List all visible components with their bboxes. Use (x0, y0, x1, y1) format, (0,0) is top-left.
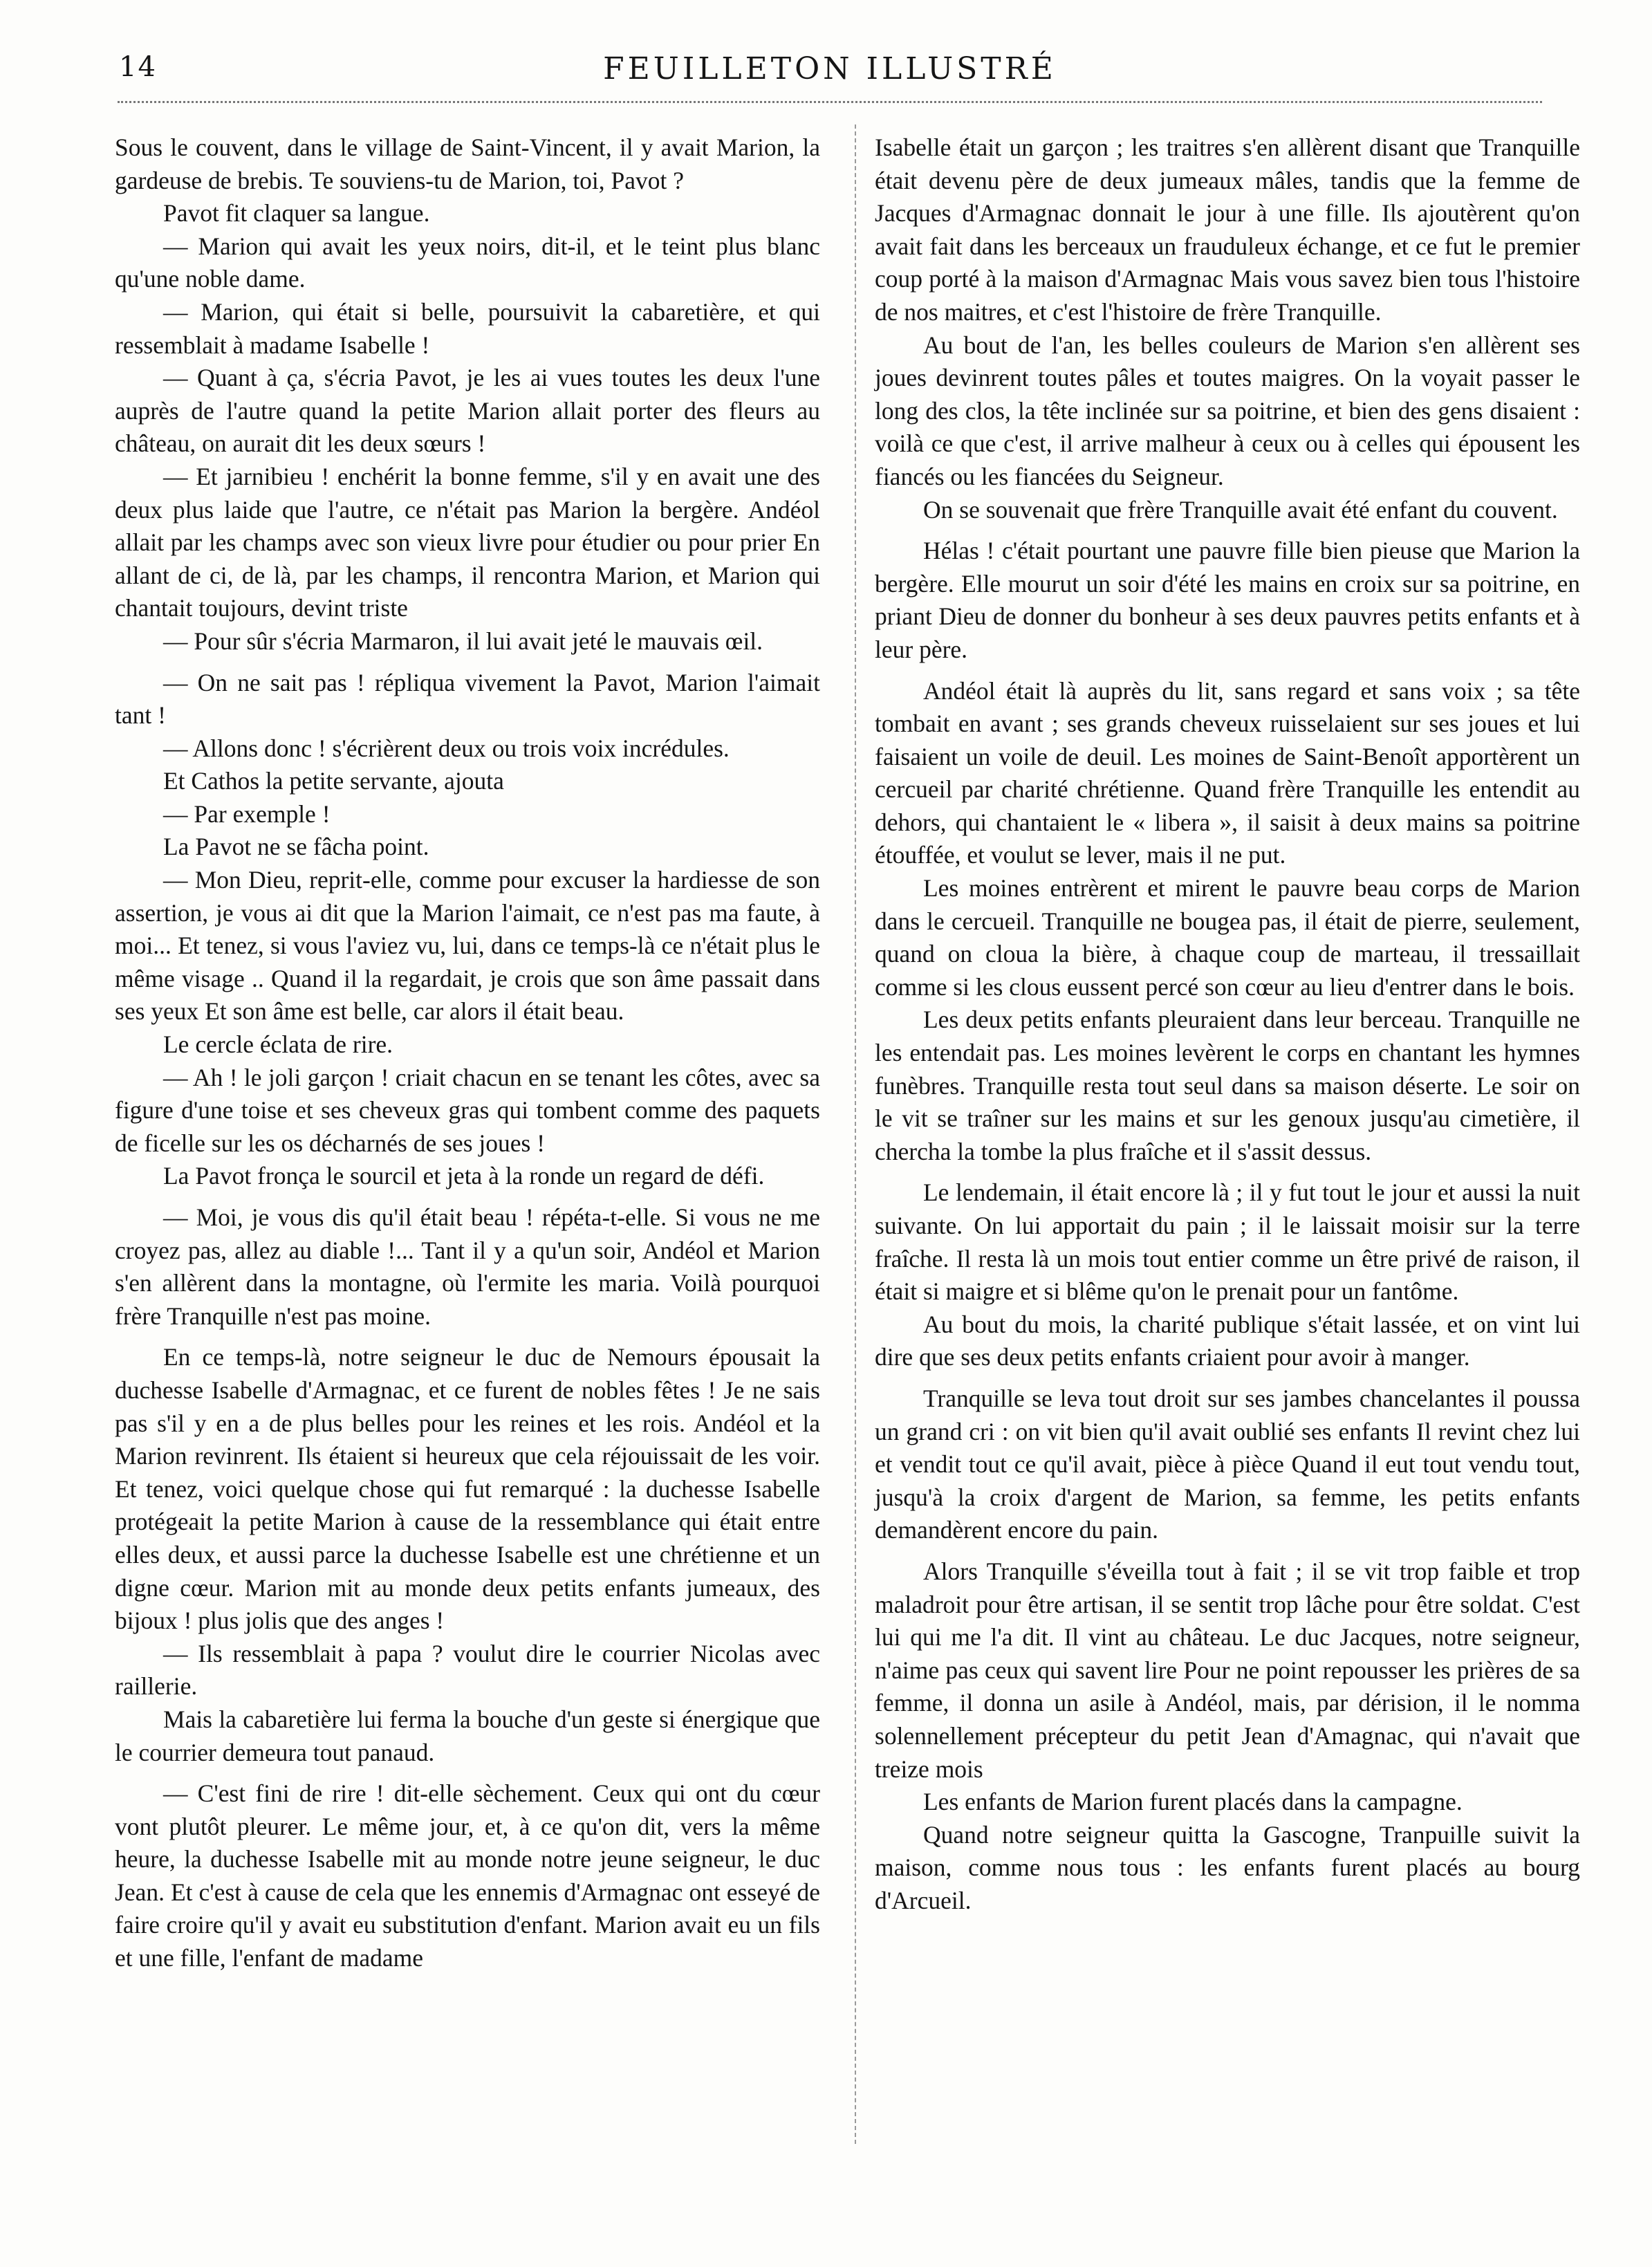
paragraph: Quand notre seigneur quitta la Gascogne, Tranpuille suivit la maison, comme nous tous : les enfants furent placés au bourg d'Arcueil. (875, 1820, 1580, 1914)
paragraph: On se souvenait que frère Tranquille avait été enfant du couvent. (923, 495, 1558, 524)
paragraph: Sous le couvent, dans le village de Saint-Vincent, il y avait Marion, la gardeuse de brebis. Te souviens-tu de Marion, toi, Pavot ? (115, 133, 820, 194)
paragraph: Tranquille se leva tout droit sur ses jambes chancelantes il poussa un grand cri : on vit bien qu'il avait oublié ses enfants Il revint chez lui et vendit tout ce qu'il avait, pièce à pièce Quand il eut tout vendu tout, jusqu'à la croix d'argent de Marion, sa femme, les petits enfants demandèrent encore du pain. (875, 1384, 1580, 1544)
page-number: 14 (119, 51, 157, 83)
paragraph: Hélas ! c'était pourtant une pauvre fille bien pieuse que Marion la bergère. Elle mourut un soir d'été les mains en croix sur sa poitrine, en priant Dieu de donner du bonheur à ses deux pauvres petits enfants et à leur père. (875, 537, 1580, 663)
paragraph: Les deux petits enfants pleuraient dans leur berceau. Tranquille ne les entendait pas. Les moines levèrent le corps en chantant les hymnes funèbres. Tranquille resta tout seul dans sa maison déserte. Le soir on le vit se traîner sur les mains et sur les genoux jusqu'au cimetière, il chercha la tombe la plus fraîche et il s'assit dessus. (875, 1006, 1580, 1165)
paragraph: Et Cathos la petite servante, ajouta (163, 767, 504, 795)
paragraph: — C'est fini de rire ! dit-elle sèchement. Ceux qui ont du cœur vont plutôt pleurer. Le même jour, et, à ce qu'on dit, vers la même heure, la duchesse Isabelle mit au monde notre jeune seigneur, le duc Jean. Et c'est à cause de cela que les ennemis d'Armagnac ont esseyé de faire croire qu'il y avait eu substitution d'enfant. Marion avait eu un fils et une fille, l'enfant de madame (115, 1779, 820, 1972)
paragraph: — Marion, qui était si belle, poursuivit la cabaretière, et qui ressemblait à madame Isabelle ! (115, 297, 820, 359)
paragraph: Au bout du mois, la charité publique s'était lassée, et on vint lui dire que ses deux petits enfants criaient pour avoir à manger. (875, 1310, 1580, 1371)
paragraph: La Pavot ne se fâcha point. (163, 833, 429, 861)
paragraph: — Pour sûr s'écria Marmaron, il lui avait jeté le mauvais œil. (163, 627, 763, 655)
paragraph: — Et jarnibieu ! enchérit la bonne femme, s'il y en avait une des deux plus laide que l'autre, ce n'était pas Marion la bergère. Andéol allait par les champs avec son vieux livre pour étudier ou pour prier En allant de ci, de là, par les champs, il rencontra Marion, et Marion qui chantait toujours, devint triste (115, 462, 820, 622)
paragraph: Isabelle était un garçon ; les traitres s'en allèrent disant que Tranquille était devenu père de deux jumeaux mâles, tandis que la femme de Jacques d'Armagnac donnait le jour à une fille. Ils ajoutèrent qu'on avait fait dans les berceaux un frauduleux échange, et ce fut le premier coup porté à la maison d'Armagnac Mais vous savez bien tous l'histoire de nos maitres, et c'est l'histoire de frère Tranquille. (875, 133, 1580, 326)
paragraph: Les moines entrèrent et mirent le pauvre beau corps de Marion dans le cercueil. Tranquille ne bougea pas, il était de pierre, seulement, quand on cloua la bière, à chaque coup de marteau, il tressaillait comme si les clous eussent percé son cœur au lieu d'entrer dans le bois. (875, 874, 1580, 1001)
paragraph: — Ah ! le joli garçon ! criait chacun en se tenant les côtes, avec sa figure d'une toise et ses cheveux gras qui tombent comme des paquets de ficelle sur les os décharnés de ses joues ! (115, 1063, 820, 1157)
paragraph: — Quant à ça, s'écria Pavot, je les ai vues toutes les deux l'une auprès de l'autre quand la petite Marion allait porter des fleurs au château, on aurait dit les deux sœurs ! (115, 364, 820, 458)
right-column (875, 131, 1580, 1917)
paragraph: — Ils ressemblait à papa ? voulut dire le courrier Nicolas avec raillerie. (115, 1639, 820, 1701)
paragraph: Le cercle éclata de rire. (163, 1030, 393, 1059)
paragraph: — Marion qui avait les yeux noirs, dit-il, et le teint plus blanc qu'une noble dame. (115, 232, 820, 293)
page-header (118, 51, 1542, 93)
paragraph: Andéol était là auprès du lit, sans regard et sans voix ; sa tête tombait en avant ; ses grands cheveux ruisselaient sur ses joues et lui faisaient un voile de deuil. Les moines de Saint-Benoît apportèrent un cercueil par charité chrétienne. Quand frère Tranquille les entendit au dehors, qui chantaient le « libera », il saisit à deux mains sa poitrine étouffée, et voulut se lever, mais il ne put. (875, 676, 1580, 869)
paragraph: — Mon Dieu, reprit-elle, comme pour excuser la hardiesse de son assertion, je vous ai dit que la Marion l'aimait, ce n'est pas ma faute, à moi... Et tenez, si vous l'aviez vu, lui, dans ce temps-là ce n'était plus le même visage .. Quand il la regardait, je crois que son âme passait dans ses yeux Et son âme est belle, car alors il était beau. (115, 866, 820, 1026)
paragraph: Au bout de l'an, les belles couleurs de Marion s'en allèrent ses joues devinrent toutes pâles et toutes maigres. On la voyait passer le long des clos, la tête inclinée sur sa poitrine, et bien des gens disaient : voilà ce que c'est, il arrive malheur à ceux ou à celles qui épousent les fiancés ou les fiancées du Seigneur. (875, 331, 1580, 490)
paragraph: Alors Tranquille s'éveilla tout à fait ; il se vit trop faible et trop maladroit pour être artisan, il se sentit trop lâche pour être soldat. C'est lui qui me l'a dit. Il vint au château. Le duc Jacques, notre seigneur, n'aime pas ceux qui savent lire Pour ne point repousser les prières de sa femme, il donna un asile à Andéol, mais, par dérision, il le nomma solennellement précepteur du petit Jean d'Amagnac, qui n'avait que treize mois (875, 1557, 1580, 1783)
paragraph: Le lendemain, il était encore là ; il y fut tout le jour et aussi la nuit suivante. On lui apportait du pain ; il le laissait moisir sur la terre fraîche. Il resta là un mois tout entier comme un être privé de raison, il était si maigre et si blême qu'on le prenait pour un fantôme. (875, 1178, 1580, 1306)
header-rule (118, 101, 1542, 103)
paragraph: En ce temps-là, notre seigneur le duc de Nemours épousait la duchesse Isabelle d'Armagnac, et ce furent de nobles fêtes ! Je ne sais pas s'il y en a de plus belles pour les reines et les rois. Andéol et la Marion revinrent. Ils étaient si heureux que cela réjouissait de les voir. Et tenez, voici quelque chose qui fut remarqué : la duchesse Isabelle protégeait la petite Marion à cause de la ressemblance qui était entre elles deux, et aussi parce la duchesse Isabelle est une chrétienne et un digne cœur. Marion mit au monde deux petits enfants jumeaux, des bijoux ! plus jolis que des anges ! (115, 1343, 820, 1635)
paragraph: — Allons donc ! s'écrièrent deux ou trois voix incrédules. (163, 734, 730, 762)
paragraph: — Par exemple ! (163, 799, 331, 828)
paragraph: — On ne sait pas ! répliqua vivement la Pavot, Marion l'aimait tant ! (115, 668, 820, 730)
paragraph: Les enfants de Marion furent placés dans la campagne. (923, 1788, 1463, 1816)
paragraph: Mais la cabaretière lui ferma la bouche d'un geste si énergique que le courrier demeura tout panaud. (115, 1705, 820, 1766)
column-divider (855, 124, 856, 2144)
left-column (115, 131, 820, 1975)
paragraph: — Moi, je vous dis qu'il était beau ! répéta-t-elle. Si vous ne me croyez pas, allez au diable !... Tant il y a qu'un soir, Andéol et Marion s'en allèrent dans la montagne, où l'ermite les maria. Voilà pourquoi frère Tranquille n'est pas moine. (115, 1203, 820, 1330)
running-title: FEUILLETON ILLUSTRÉ (603, 51, 1057, 86)
paragraph: Pavot fit claquer sa langue. (163, 199, 430, 228)
paragraph: La Pavot fronça le sourcil et jeta à la ronde un regard de défi. (163, 1162, 765, 1190)
